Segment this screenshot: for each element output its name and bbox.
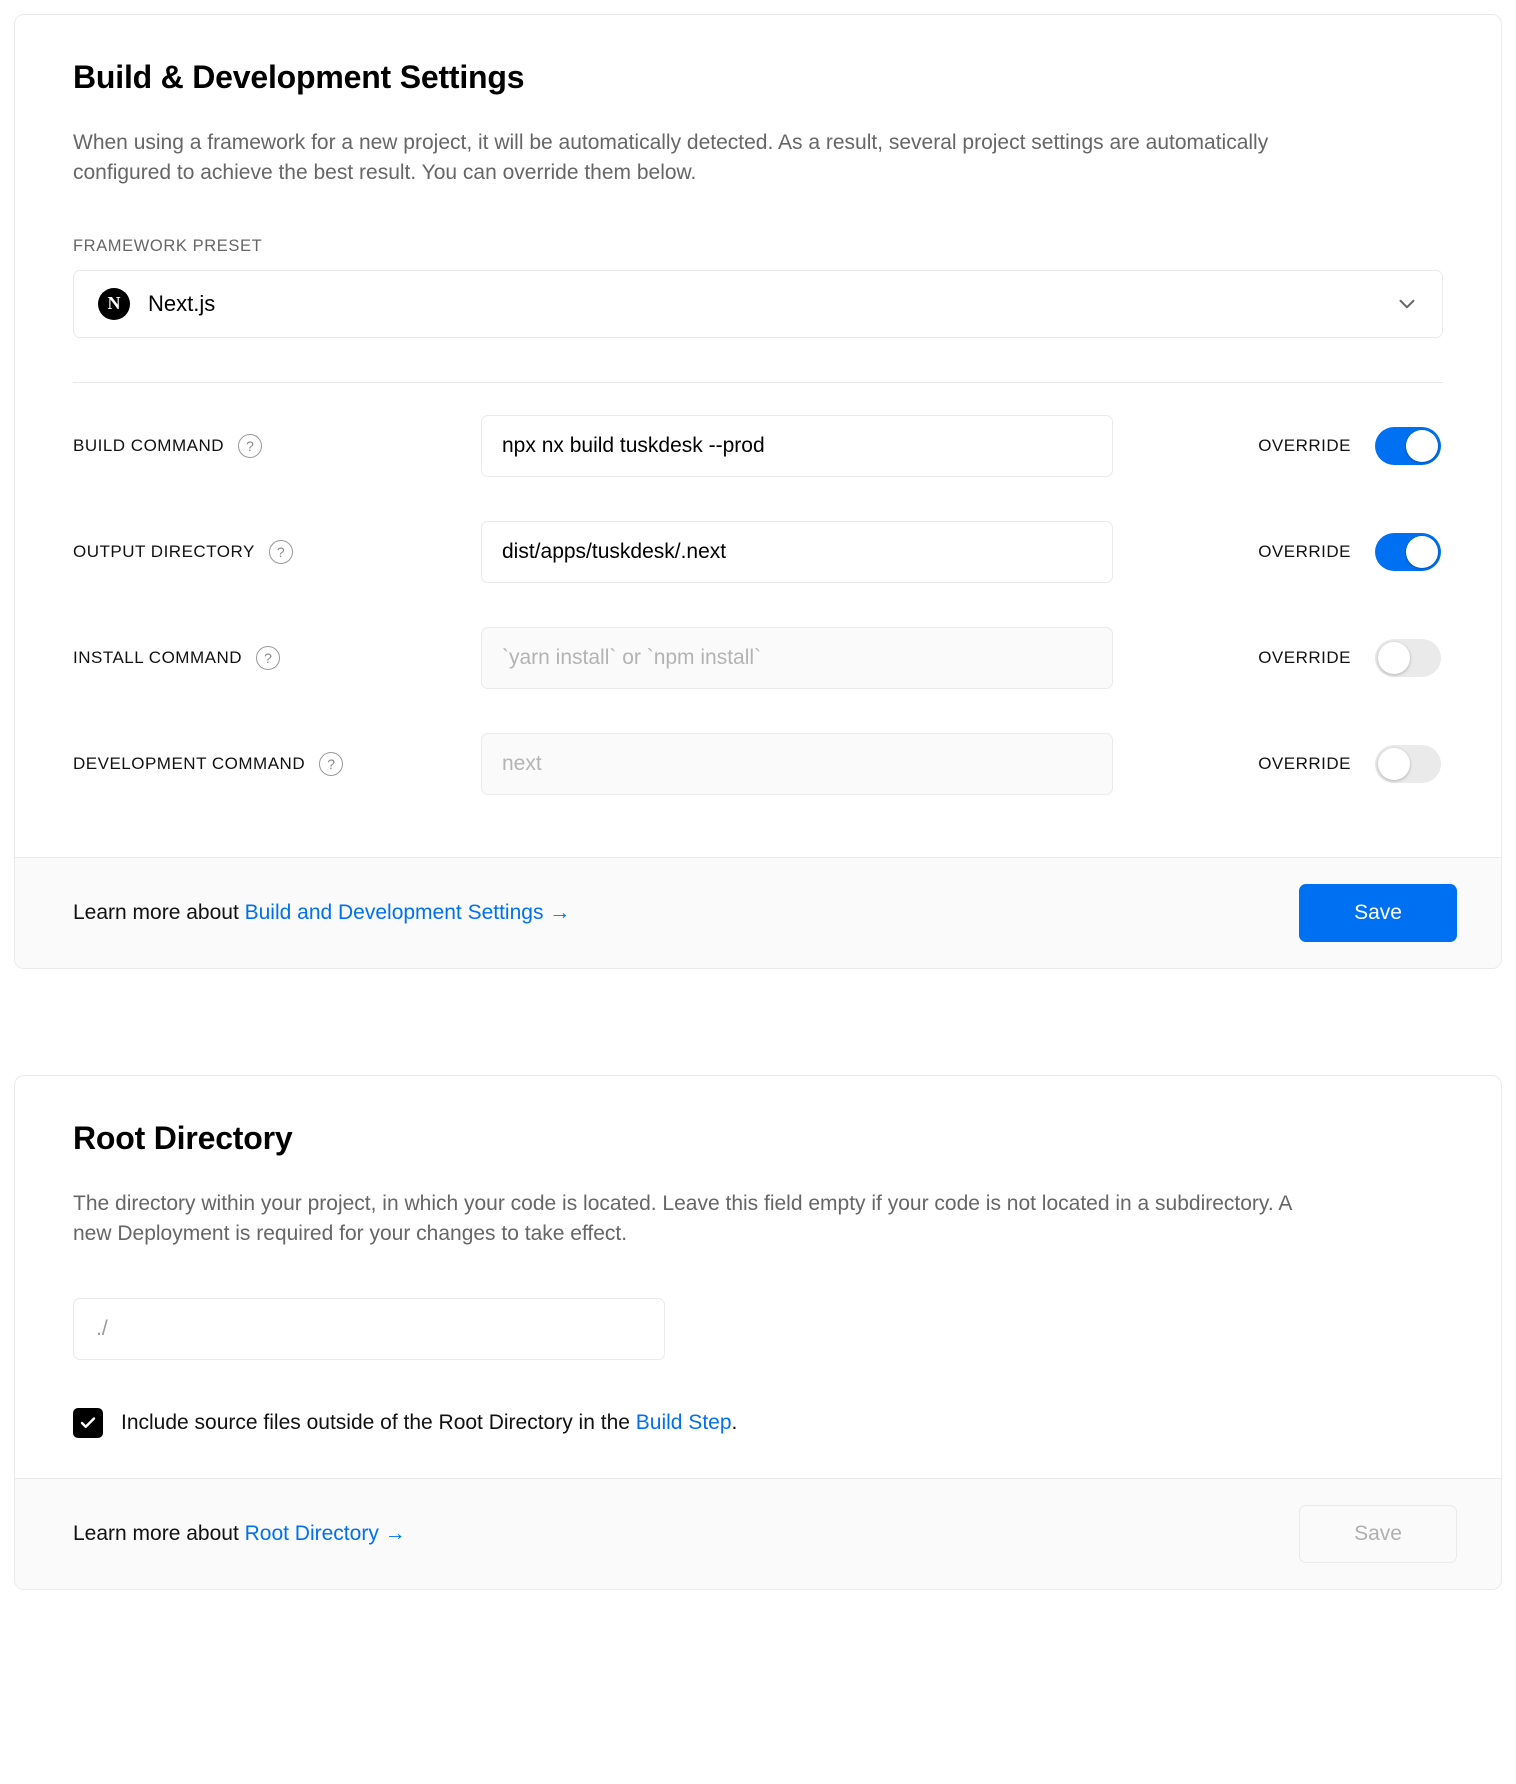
build-command-input[interactable] <box>481 415 1113 477</box>
install-command-label-wrap <box>73 646 433 670</box>
root-directory-title: Root Directory <box>73 1119 293 1156</box>
development-command-input-wrap <box>481 733 1113 795</box>
row-output-directory <box>73 499 1443 605</box>
build-command-override-toggle[interactable] <box>1375 427 1441 465</box>
help-icon[interactable]: ? <box>256 646 280 670</box>
help-icon[interactable]: ? <box>238 434 262 458</box>
card-spacer <box>14 969 1502 1075</box>
page-title: Build & Development Settings <box>73 59 525 95</box>
framework-preset-value: Next.js <box>148 290 216 316</box>
install-command-input[interactable] <box>481 627 1113 689</box>
build-step-link[interactable]: Build Step <box>635 1410 732 1434</box>
root-directory-body <box>15 1076 1501 1478</box>
root-directory-save-button[interactable]: Save <box>1299 1505 1457 1563</box>
build-settings-card <box>14 14 1502 969</box>
output-directory-override-toggle[interactable] <box>1375 533 1441 571</box>
install-command-override-wrap <box>1113 639 1443 677</box>
framework-preset-label: FRAMEWORK PRESET <box>73 236 263 255</box>
row-install-command <box>73 605 1443 711</box>
build-command-label-wrap <box>73 434 433 458</box>
build-command-label: BUILD COMMAND <box>73 435 225 455</box>
help-icon[interactable]: ? <box>319 752 343 776</box>
row-development-command <box>73 711 1443 817</box>
output-directory-override-label: OVERRIDE <box>1258 541 1351 561</box>
root-directory-learn-more <box>73 1522 406 1546</box>
development-command-input[interactable] <box>481 733 1113 795</box>
root-directory-description: The directory within your project, in which your code is located. Leave this field empty if your code is not located in a subdirectory. A new Deployment is required for your changes to take effect. <box>73 1191 1292 1246</box>
install-command-override-label: OVERRIDE <box>1258 647 1351 667</box>
build-settings-doc-link[interactable]: Build and Development Settings → <box>244 900 571 924</box>
override-rows <box>73 393 1443 817</box>
build-settings-save-button[interactable]: Save <box>1299 884 1457 942</box>
output-directory-label: OUTPUT DIRECTORY <box>73 541 255 561</box>
framework-preset-select[interactable] <box>73 270 1443 338</box>
root-directory-footer <box>15 1478 1501 1589</box>
root-directory-input[interactable] <box>73 1298 665 1360</box>
learn-more-prefix: Learn more about <box>73 900 245 924</box>
build-settings-footer <box>15 857 1501 968</box>
row-build-command <box>73 393 1443 499</box>
nextjs-logo-icon: N <box>98 288 130 320</box>
output-directory-override-wrap <box>1113 533 1443 571</box>
checkbox-label-before: Include source files outside of the Root Directory in the <box>121 1410 636 1434</box>
build-settings-learn-more <box>73 901 570 925</box>
framework-preset-value-wrap <box>98 288 1394 320</box>
include-source-files-checkbox[interactable] <box>73 1408 103 1438</box>
build-command-input-wrap <box>481 415 1113 477</box>
help-icon[interactable]: ? <box>269 540 293 564</box>
learn-more-prefix: Learn more about <box>73 1521 245 1545</box>
install-command-label: INSTALL COMMAND <box>73 647 243 667</box>
build-command-override-label: OVERRIDE <box>1258 435 1351 455</box>
chevron-down-icon[interactable] <box>1394 291 1420 317</box>
install-command-input-wrap <box>481 627 1113 689</box>
development-command-label-wrap <box>73 752 433 776</box>
include-source-files-label <box>121 1411 737 1435</box>
root-directory-doc-link[interactable]: Root Directory → <box>244 1521 406 1545</box>
development-command-override-label: OVERRIDE <box>1258 753 1351 773</box>
checkbox-label-after: . <box>731 1410 738 1434</box>
output-directory-input[interactable] <box>481 521 1113 583</box>
include-source-files-row <box>73 1408 1443 1438</box>
output-directory-input-wrap <box>481 521 1113 583</box>
root-directory-card <box>14 1075 1502 1590</box>
section-divider <box>73 382 1443 383</box>
build-settings-description: When using a framework for a new project, it will be automatically detected. As a result, several project settings are automatically configured to achieve the best result. You can override them below. <box>73 131 1269 185</box>
output-directory-label-wrap <box>73 540 433 564</box>
build-settings-body <box>15 15 1501 857</box>
development-command-override-toggle[interactable] <box>1375 745 1441 783</box>
development-command-override-wrap <box>1113 745 1443 783</box>
development-command-label: DEVELOPMENT COMMAND <box>73 753 306 773</box>
build-command-override-wrap <box>1113 427 1443 465</box>
install-command-override-toggle[interactable] <box>1375 639 1441 677</box>
